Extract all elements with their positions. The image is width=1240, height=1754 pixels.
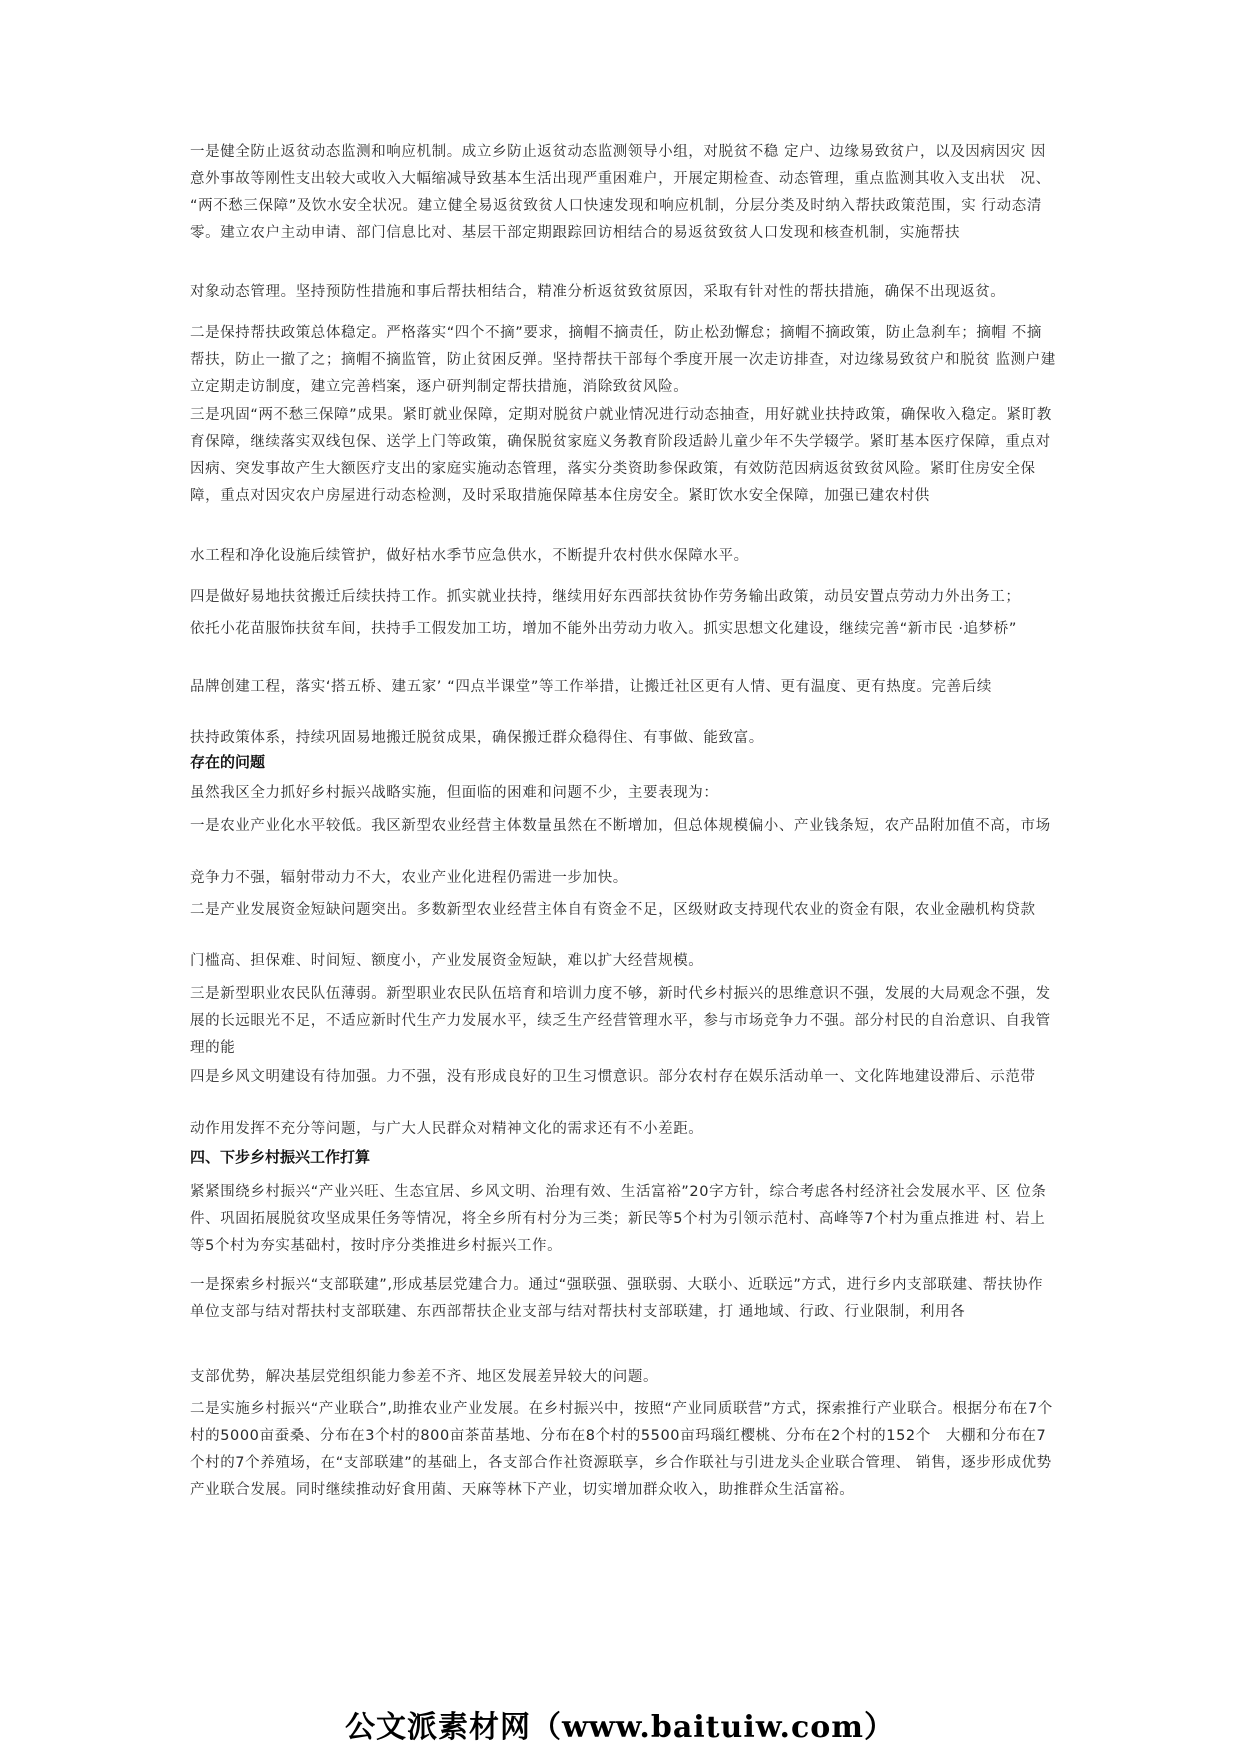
paragraph-8: 品牌创建工程，落实‘搭五桥、建五家’ “四点半课堂”等工作举措，让搬迁社区更有人情、更有温度、更有热度。完善后续 <box>190 679 992 695</box>
paragraph-18: 紧紧围绕乡村振兴“产业兴旺、生态宜居、乡风文明、治理有效、生活富裕”20字方针，综合考虑各村经济社会发展水平、区 位条件、巩固拓展脱贫攻坚成果任务等情况，将全乡所有村分为三类；新民等5个村为引领示范村、高峰等7个村为重点推进 村、岩上等5个村为夯实基础村，按时序分类推进乡村振兴工作。 <box>190 1184 1047 1254</box>
section-heading-next-steps: 四、下步乡村振兴工作打算 <box>190 1148 371 1166</box>
paragraph-11: 一是农业产业化水平较低。我区新型农业经营主体数量虽然在不断增加，但总体规模偏小、产业钱条短，农产品附加值不高，市场 <box>190 818 1051 834</box>
paragraph-7: 依托小花苗服饰扶贫车间，扶持手工假发加工坊，增加不能外出劳动力收入。抓实思想文化建设，继续完善“新市民 ·追梦桥” <box>190 621 1017 637</box>
paragraph-12: 竞争力不强，辐射带动力不大，农业产业化进程仍需进一步加快。 <box>190 870 628 886</box>
paragraph-17: 动作用发挥不充分等问题，与广大人民群众对精神文化的需求还有不小差距。 <box>190 1121 704 1137</box>
paragraph-14: 门槛高、担保难、时间短、额度小，产业发展资金短缺，难以扩大经营规模。 <box>190 953 704 969</box>
paragraph-3: 二是保持帮扶政策总体稳定。严格落实“四个不摘”要求，摘帽不摘责任，防止松劲懈怠；摘帽不摘政策，防止急刹车；摘帽 不摘帮扶，防止一撤了之；摘帽不摘监管，防止贫困反弹。坚持帮扶干部每个季度开展一次走访排查，对边缘易致贫户和脱贫 监测户建立定期走访制度，建立完善档案，逐户研判制定帮扶措施，消除致贫风险。 <box>190 325 1056 395</box>
paragraph-20: 支部优势，解决基层党组织能力参差不齐、地区发展差异较大的问题。 <box>190 1369 659 1385</box>
paragraph-4: 三是巩固“两不愁三保障”成果。紧盯就业保障，定期对脱贫户就业情况进行动态抽查，用好就业扶持政策，确保收入稳定。紧盯教育保障，继续落实双线包保、送学上门等政策，确保脱贫家庭义务教育阶段适龄儿童少年不失学辍学。紧盯基本医疗保障，重点对因病、突发事故产生大额医疗支出的家庭实施动态管理，落实分类资助参保政策，有效防范因病返贫致贫风险。紧盯住房安全保障，重点对因灾农户房屋进行动态检测，及时采取措施保障基本住房安全。紧盯饮水安全保障，加强已建农村供 <box>190 407 1052 504</box>
paragraph-5: 水工程和净化设施后续管护，做好枯水季节应急供水，不断提升农村供水保障水平。 <box>190 548 749 564</box>
paragraph-13: 二是产业发展资金短缺问题突出。多数新型农业经营主体自有资金不足，区级财政支持现代农业的资金有限，农业金融机构贷款 <box>190 902 1036 918</box>
paragraph-1: 一是健全防止返贫动态监测和响应机制。成立乡防止返贫动态监测领导小组，对脱贫不稳 定户、边缘易致贫户，以及因病因灾 因意外事故等刚性支出较大或收入大幅缩减导致基本生活出现严重困难户，开展定期检查、动态管理，重点监测其收入支出状 况、 “两不愁三保障”及饮水安全状况。建立健全易返贫致贫人口快速发现和响应机制，分层分类及时纳入帮扶政策范围，实 行动态清零。建立农户主动申请、部门信息比对、基层干部定期跟踪回访相结合的易返贫致贫人口发现和核查机制，实施帮扶 <box>190 144 1059 241</box>
paragraph-2: 对象动态管理。坚持预防性措施和事后帮扶相结合，精准分析返贫致贫原因，采取有针对性的帮扶措施，确保不出现返贫。 <box>190 284 1006 300</box>
section-heading-problems: 存在的问题 <box>190 753 266 771</box>
paragraph-6: 四是做好易地扶贫搬迁后续扶持工作。抓实就业扶持，继续用好东西部扶贫协作劳务输出政策，动员安置点劳动力外出务工； <box>190 589 1021 605</box>
paragraph-19: 一是探索乡村振兴“支部联建”,形成基层党建合力。通过“强联强、强联弱、大联小、近联远”方式，进行乡内支部联建、帮扶协作单位支部与结对帮扶村支部联建、东西部帮扶企业支部与结对帮扶村支部联建，打 通地域、行政、行业限制，利用各 <box>190 1277 1044 1320</box>
paragraph-10: 虽然我区全力抓好乡村振兴战略实施，但面临的困难和问题不少，主要表现为： <box>190 785 719 801</box>
paragraph-9: 扶持政策体系，持续巩固易地搬迁脱贫成果，确保搬迁群众稳得住、有事做、能致富。 <box>190 730 764 746</box>
paragraph-21: 二是实施乡村振兴“产业联合”,助推农业产业发展。在乡村振兴中，按照“产业同质联营”方式，探索推行产业联合。根据分布在7个村的5000亩蚕桑、分布在3个村的800亩茶苗基地、分布在8个村的5500亩玛瑙红樱桃、分布在2个村的152个 大棚和分布在7个村的7个养殖场，在“支部联建”的基础上，各支部合作社资源联享，乡合作联社与引进龙头企业联合管理、 销售，逐步形成优势产业联合发展。同时继续推动好食用菌、天麻等林下产业，切实增加群众收入，助推群众生活富裕。 <box>190 1401 1053 1498</box>
paragraph-16: 四是乡风文明建设有待加强。力不强，没有形成良好的卫生习惯意识。部分农村存在娱乐活动单一、文化阵地建设滞后、示范带 <box>190 1069 1036 1085</box>
paragraph-15: 三是新型职业农民队伍薄弱。新型职业农民队伍培育和培训力度不够，新时代乡村振兴的思维意识不强，发展的大局观念不强，发 展的长远眼光不足，不适应新时代生产力发展水平，续乏生产经营管理水平，参与市场竞争力不强。部分村民的自治意识、自我管 理的能 <box>190 986 1051 1056</box>
footer-watermark: 公文派素材网（www.baituiw.com） <box>344 1710 896 1745</box>
